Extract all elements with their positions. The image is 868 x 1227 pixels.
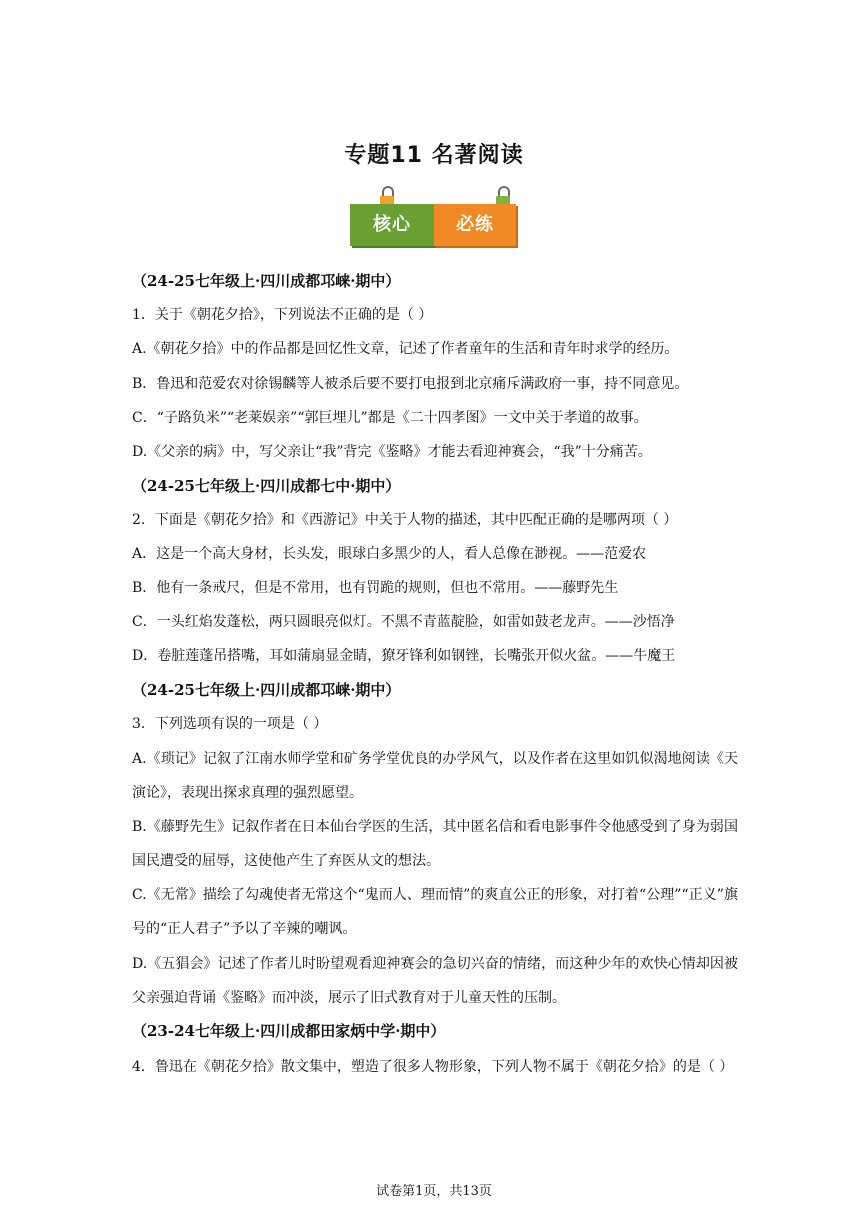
banner-left <box>350 204 434 246</box>
page-footer: 试卷第1页，共13页 <box>376 1184 492 1199</box>
option-c: C．一头红焰发蓬松，两只圆眼亮似灯。不黑不青蓝靛脸，如雷如鼓老龙声。——沙悟净 <box>132 614 675 630</box>
question-source: （24-25七年级上·四川成都邛崃·期中） <box>132 681 401 699</box>
banner-left-label: 核心 <box>373 214 411 235</box>
option-d: D.《五猖会》记述了作者儿时盼望观看迎神赛会的急切兴奋的情绪，而这种少年的欢快心情却因被父亲强迫背诵《鉴略》而冲淡，展示了旧式教育对于儿童天性的压制。 <box>132 956 738 1006</box>
section-banner <box>350 186 518 250</box>
question-stem: 4．鲁迅在《朝花夕拾》散文集中，塑造了很多人物形象，下列人物不属于《朝花夕拾》的是（ ） <box>132 1059 734 1075</box>
question-stem: 3．下列选项有误的一项是（ ） <box>132 716 328 732</box>
question-source: （23-24七年级上·四川成都田家炳中学·期中） <box>132 1022 446 1040</box>
question-stem: 2．下面是《朝花夕拾》和《西游记》中关于人物的描述，其中匹配正确的是哪两项（ ） <box>132 512 678 528</box>
option-d: D．卷脏莲蓬吊搭嘴，耳如蒲扇显金睛，獠牙锋利如钢锉，长嘴张开似火盆。——牛魔王 <box>132 648 676 664</box>
option-b: B.《藤野先生》记叙作者在日本仙台学医的生活，其中匿名信和看电影事件令他感受到了身为弱国国民遭受的屈辱，这使他产生了弃医从文的想法。 <box>132 819 738 869</box>
option-d: D.《父亲的病》中，写父亲让“我”背完《鉴略》才能去看迎神赛会，“我”十分痛苦。 <box>132 444 652 460</box>
option-b: B．他有一条戒尺，但是不常用，也有罚跪的规则，但也不常用。——藤野先生 <box>132 580 619 596</box>
option-a: A.《朝花夕拾》中的作品都是回忆性文章，记述了作者童年的生活和青年时求学的经历。 <box>132 341 679 357</box>
option-c: C．“子路负米”“老莱娱亲”“郭巨埋儿”都是《二十四孝图》一文中关于孝道的故事。 <box>132 410 648 426</box>
option-a: A．这是一个高大身材，长头发，眼球白多黑少的人，看人总像在渺视。——范爱农 <box>132 546 647 562</box>
page-title: 专题11 名著阅读 <box>344 143 524 168</box>
option-c: C.《无常》描绘了勾魂使者无常这个“鬼而人、理而情”的爽直公正的形象，对打着“公理”“正义”旗号的“正人君子”予以了辛辣的嘲讽。 <box>132 887 738 937</box>
question-source: （24-25七年级上·四川成都七中·期中） <box>132 477 401 495</box>
option-a: A.《琐记》记叙了江南水师学堂和矿务学堂优良的办学风气，以及作者在这里如饥似渴地阅读《天演论》，表现出探求真理的强烈愿望。 <box>132 751 738 801</box>
banner-right <box>434 204 516 246</box>
question-stem: 1．关于《朝花夕拾》，下列说法不正确的是（ ） <box>132 307 433 323</box>
banner-right-label: 必练 <box>456 214 494 235</box>
question-source: （24-25七年级上·四川成都邛崃·期中） <box>132 272 401 290</box>
option-b: B．鲁迅和范爱农对徐锡麟等人被杀后要不要打电报到北京痛斥满政府一事，持不同意见。 <box>132 376 689 392</box>
